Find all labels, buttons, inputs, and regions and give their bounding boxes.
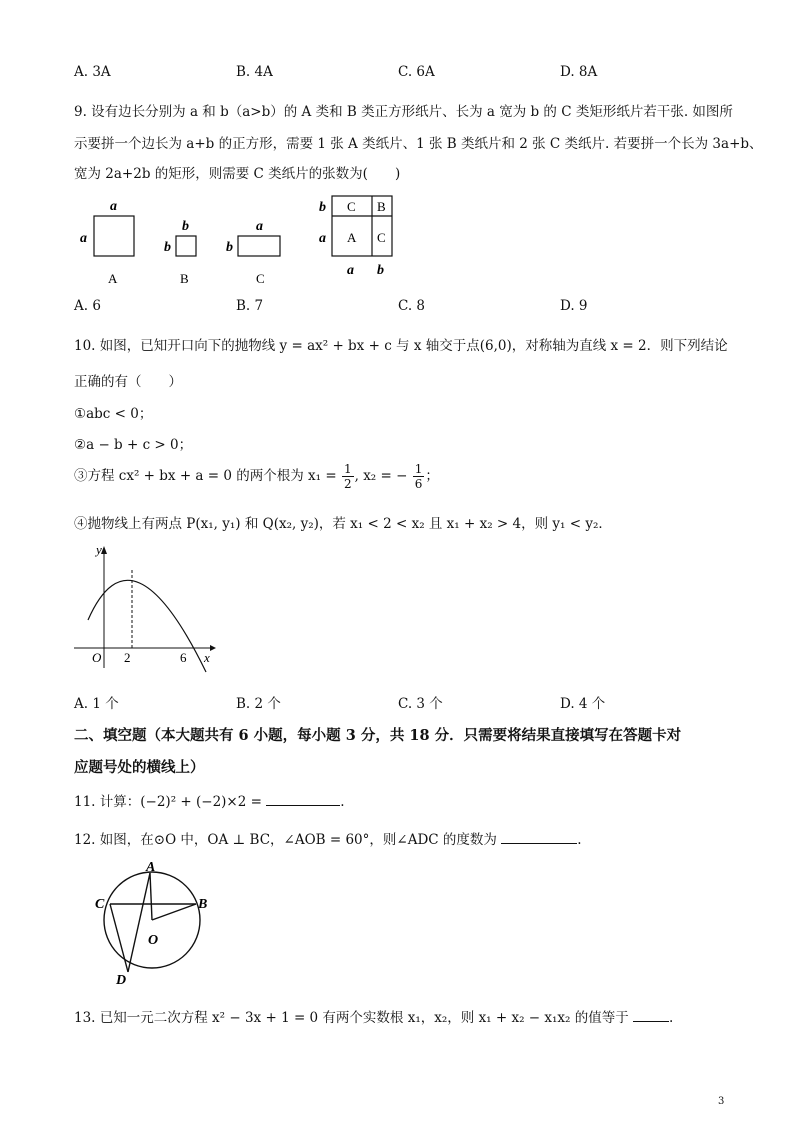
x-label: x	[204, 650, 210, 665]
q13-line	[74, 1006, 673, 1026]
point-b-label: B	[198, 897, 208, 912]
segment-cd	[110, 904, 128, 972]
tile-b-name: B	[180, 271, 189, 286]
segment-ad	[128, 873, 150, 972]
q9-line-1: 9. 设有边长分别为 a 和 b（a>b）的 A 类和 B 类正方形纸片、长为 a 宽为 b 的 C 类矩形纸片若干张. 如图所	[74, 104, 733, 120]
section-2-heading-line-2: 应题号处的横线上）	[74, 759, 205, 776]
tile-b-square	[176, 236, 196, 256]
q10-s3-fraction-2	[413, 462, 425, 491]
q10-option-a: A. 1 个	[74, 696, 119, 712]
q10-s3-end: ；	[425, 468, 439, 484]
q8-option-c: C. 6A	[398, 64, 435, 80]
q10-statement-4: ④抛物线上有两点 P(x₁, y₁) 和 Q(x₂, y₂)，若 x₁ < 2 < x₂ 且 x₁ + x₂ > 4，则 y₁ < y₂．	[74, 516, 612, 532]
q12-end: .	[577, 832, 582, 848]
q12-line	[74, 828, 582, 848]
tile-b-top-label: b	[182, 219, 189, 234]
q11-line	[74, 790, 345, 810]
grid-left-b: b	[319, 200, 326, 215]
grid-bottom-a: a	[347, 263, 354, 278]
tile-a-name: A	[108, 271, 118, 286]
tick-6-label: 6	[180, 650, 187, 665]
q10-line-1: 10. 如图，已知开口向下的抛物线 y = ax² + bx + c 与 x 轴交于点(6,0)，对称轴为直线 x = 2．则下列结论	[74, 338, 728, 354]
point-a-label: A	[146, 860, 156, 875]
grid-cell-top-left: C	[347, 199, 356, 214]
tick-2-label: 2	[124, 650, 131, 665]
point-d-label: D	[116, 973, 127, 988]
q12-answer-blank[interactable]	[501, 829, 577, 844]
q10-statement-2: ②a − b + c > 0；	[74, 437, 193, 453]
q10-options	[0, 692, 794, 714]
page-number: 3	[718, 1096, 725, 1107]
grid-bottom-b: b	[377, 263, 384, 278]
q13-end: .	[669, 1010, 674, 1026]
tile-c-top-label: a	[256, 219, 263, 234]
q10-option-d: D. 4 个	[560, 696, 606, 712]
parabola-curve	[88, 580, 206, 672]
frac1-den: 2	[343, 477, 352, 491]
q9-options	[0, 298, 794, 320]
q9-option-a: A. 6	[74, 298, 101, 314]
tile-c-rect	[238, 236, 280, 256]
point-c-label: C	[95, 897, 105, 912]
section-2-heading-line-1: 二、填空题（本大题共有 6 小题，每小题 3 分，共 18 分．只需要将结果直接填写在答题卡对	[74, 727, 682, 744]
q13-answer-blank[interactable]	[633, 1007, 669, 1022]
q11-end: .	[340, 794, 345, 810]
q8-options	[0, 64, 794, 86]
q10-line-2: 正确的有（ ）	[74, 374, 182, 390]
q12-circle-figure	[90, 860, 220, 990]
q11-text: 11. 计算：(−2)² + (−2)×2 =	[74, 794, 262, 810]
frac1-num: 1	[343, 462, 352, 476]
grid-cell-bottom-left: A	[347, 230, 357, 245]
q10-s3-mid: , x₂ = −	[354, 468, 408, 484]
q10-statement-3	[74, 462, 439, 491]
tile-c-name: C	[256, 271, 265, 286]
q10-parabola-graph	[70, 540, 220, 676]
y-label: y	[96, 542, 102, 557]
tile-b-left-label: b	[164, 240, 171, 255]
q10-statement-1: ①abc < 0；	[74, 406, 153, 422]
q10-s3-prefix: ③方程 cx² + bx + a = 0 的两个根为 x₁ =	[74, 468, 337, 484]
segment-oa	[150, 873, 152, 920]
tile-a-square	[94, 216, 134, 256]
q10-option-b: B. 2 个	[236, 696, 281, 712]
frac2-num: 1	[414, 462, 423, 476]
tile-a-top-label: a	[110, 199, 117, 214]
q8-option-b: B. 4A	[236, 64, 273, 80]
q8-option-a: A. 3A	[74, 64, 111, 80]
tile-a-left-label: a	[80, 231, 87, 246]
q9-option-d: D. 9	[560, 298, 588, 314]
q9-option-c: C. 8	[398, 298, 426, 314]
grid-cell-top-right: B	[377, 199, 386, 214]
q8-option-d: D. 8A	[560, 64, 598, 80]
y-axis-arrow	[101, 546, 107, 554]
q9-line-3: 宽为 2a+2b 的矩形，则需要 C 类纸片的张数为( )	[74, 166, 401, 182]
origin-label: O	[92, 650, 102, 665]
q10-option-c: C. 3 个	[398, 696, 443, 712]
q12-text: 12. 如图，在⊙O 中，OA ⊥ BC，∠AOB = 60°，则∠ADC 的度数为	[74, 832, 497, 848]
grid-left-a: a	[319, 231, 326, 246]
segment-ob	[152, 904, 196, 920]
x-axis-arrow	[210, 645, 216, 651]
q9-figure	[70, 190, 410, 290]
point-o-label: O	[148, 933, 159, 948]
tile-c-left-label: b	[226, 240, 233, 255]
q9-option-b: B. 7	[236, 298, 264, 314]
q9-line-2: 示要拼一个边长为 a+b 的正方形，需要 1 张 A 类纸片、1 张 B 类纸片和 2 张 C 类纸片. 若要拼一个长为 3a+b、	[74, 136, 763, 152]
grid-cell-bottom-right: C	[377, 230, 386, 245]
q13-text: 13. 已知一元二次方程 x² − 3x + 1 = 0 有两个实数根 x₁，x₂，则 x₁ + x₂ − x₁x₂ 的值等于	[74, 1010, 629, 1026]
q11-answer-blank[interactable]	[266, 791, 340, 806]
q10-s3-fraction-1	[342, 462, 354, 491]
frac2-den: 6	[414, 477, 423, 491]
